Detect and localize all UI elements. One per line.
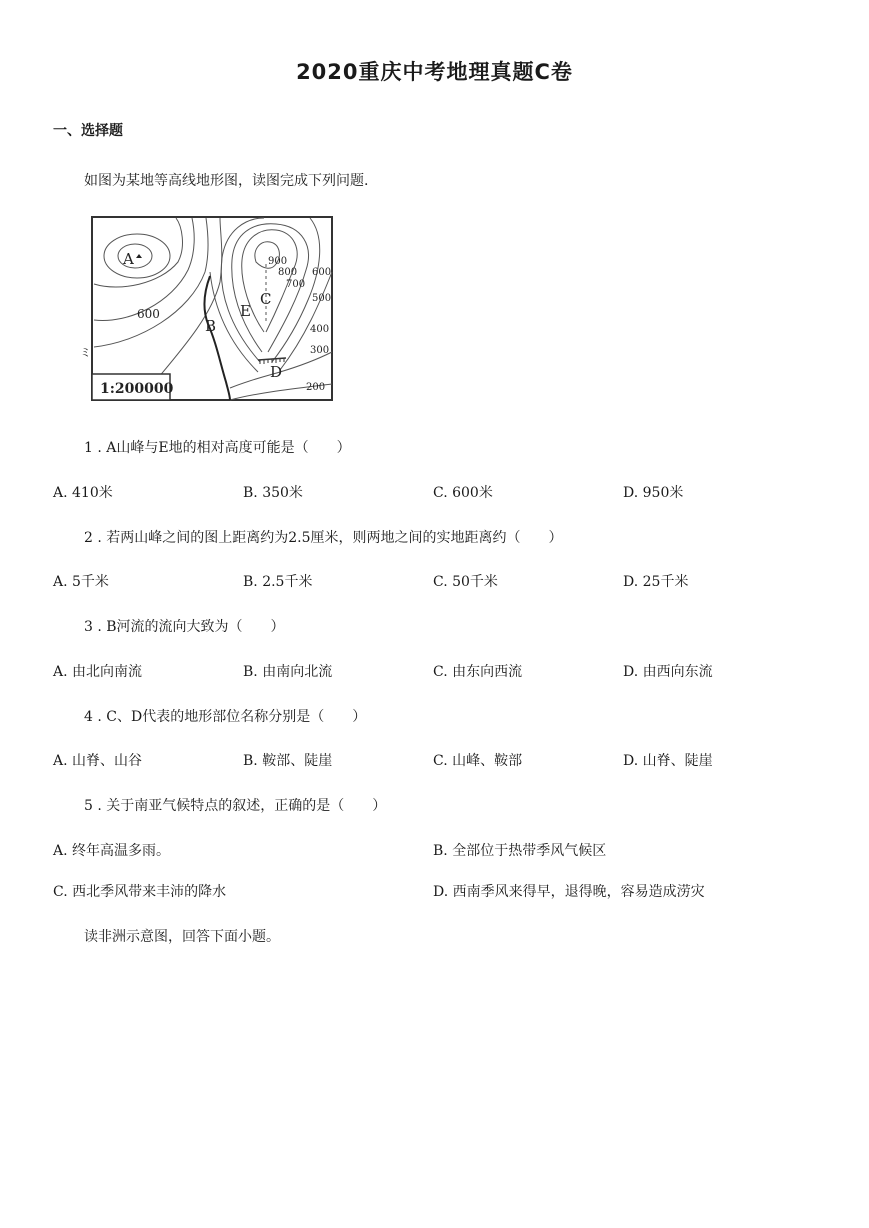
contour-value: 700 <box>286 279 306 290</box>
option-a: A. 终年高温多雨。 <box>53 843 171 859</box>
scale-text: 1:200000 <box>100 381 174 397</box>
option-d: D. 由西向东流 <box>623 664 713 680</box>
option-c: C. 西北季风带来丰沛的降水 <box>53 884 227 900</box>
contour-value: 200 <box>306 382 326 393</box>
contour-value: 900 <box>268 256 288 267</box>
label-e: E <box>240 302 251 320</box>
question-stem: 1 . A山峰与E地的相对高度可能是（ ） <box>84 440 351 456</box>
option-d: D. 山脊、陡崖 <box>623 753 713 769</box>
contour-value: 400 <box>310 324 330 335</box>
page-title: 2020重庆中考地理真题C卷 <box>296 60 573 84</box>
contour-map-svg <box>80 212 340 404</box>
contour-value: 500 <box>312 293 332 304</box>
option-a: A. 5千米 <box>53 574 109 590</box>
contour-value: 800 <box>278 267 298 278</box>
contour-value: 600 <box>312 267 332 278</box>
contour-value: 300 <box>310 345 330 356</box>
option-b: B. 鞍部、陡崖 <box>243 753 333 769</box>
edge-mark: ミ <box>80 346 91 359</box>
section-heading: 一、选择题 <box>53 123 123 139</box>
option-a: A. 410米 <box>53 485 113 501</box>
contour-value: 600 <box>137 307 160 321</box>
label-a: A <box>123 250 134 268</box>
question-stem: 2 . 若两山峰之间的图上距离约为2.5厘米，则两地之间的实地距离约（ ） <box>84 530 563 546</box>
label-d: D <box>270 363 283 381</box>
option-c: C. 山峰、鞍部 <box>433 753 523 769</box>
contour-map <box>80 212 340 404</box>
option-b: B. 全部位于热带季风气候区 <box>433 843 607 859</box>
label-b: B <box>205 317 217 335</box>
question-stem: 3 . B河流的流向大致为（ ） <box>84 619 285 635</box>
option-b: B. 350米 <box>243 485 303 501</box>
option-d: D. 西南季风来得早，退得晚，容易造成涝灾 <box>433 884 705 900</box>
option-c: C. 600米 <box>433 485 493 501</box>
question-stem: 5 . 关于南亚气候特点的叙述，正确的是（ ） <box>84 798 387 814</box>
option-a: A. 山脊、山谷 <box>53 753 143 769</box>
map-frame <box>92 217 332 400</box>
intro-text: 如图为某地等高线地形图，读图完成下列问题. <box>84 173 369 189</box>
option-b: B. 2.5千米 <box>243 574 313 590</box>
closing-text: 读非洲示意图，回答下面小题。 <box>84 929 280 945</box>
question-stem: 4 . C、D代表的地形部位名称分别是（ ） <box>84 709 367 725</box>
option-b: B. 由南向北流 <box>243 664 333 680</box>
label-c: C <box>260 290 272 308</box>
option-d: D. 25千米 <box>623 574 689 590</box>
option-c: C. 50千米 <box>433 574 498 590</box>
option-c: C. 由东向西流 <box>433 664 523 680</box>
option-d: D. 950米 <box>623 485 684 501</box>
option-a: A. 由北向南流 <box>53 664 143 680</box>
